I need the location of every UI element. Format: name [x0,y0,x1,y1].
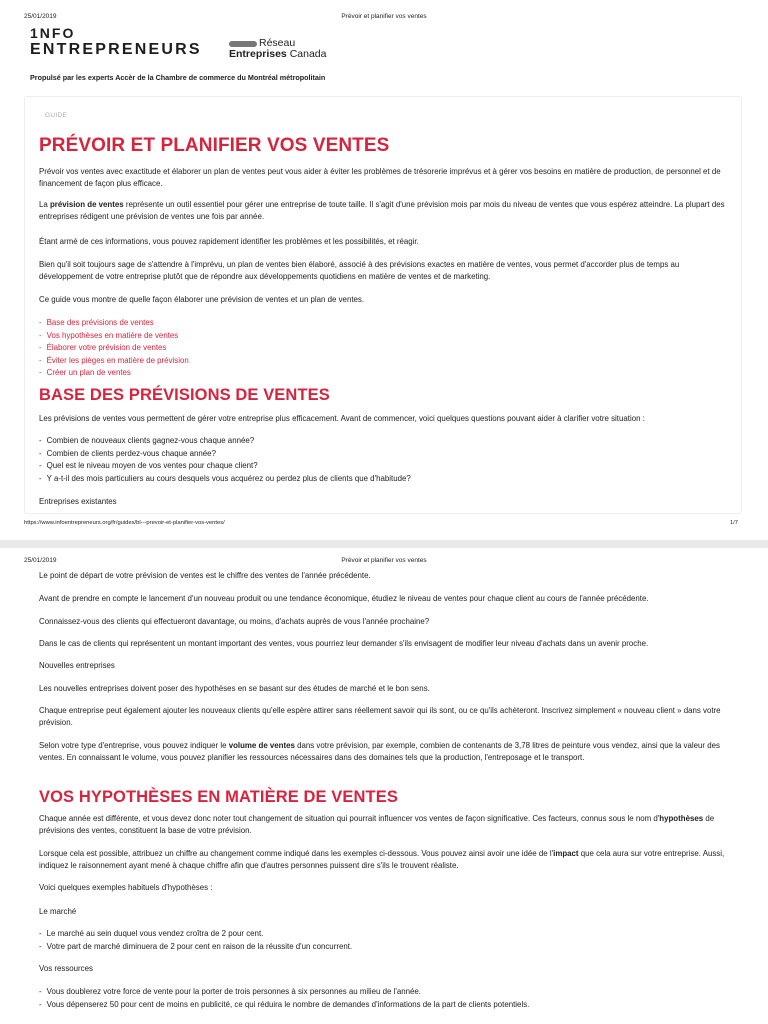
header-date: 25/01/2019 [24,557,57,564]
paragraph: Chaque entreprise peut également ajouter les nouveaux clients qu'elle espère attirer sans réellement savoir qui ils sont, ou ce qu'ils achèteront. Inscrivez simplement « nouveau client » dans votre prévision. [39,706,721,727]
paragraph: Chaque année est différente, et vous devez donc noter tout changement de situation qui pourrait influencer vos ventes de façon significative. Ces facteurs, connus sous le nom d'hypothèses de prévisions des ventes, constituent la base de votre prévision. [39,814,715,835]
list-item: - Vous doublerez votre force de vente pour la porter de trois personnes à six personnes au milieu de l'année. [39,986,729,999]
partner-reseau: Réseau [259,37,296,49]
footer-url[interactable]: https://www.infoentrepreneurs.org/fr/guides/bl---prevoir-et-planifier-vos-ventes/ [24,520,225,526]
header-title: Prévoir et planifier vos ventes [341,13,427,20]
kicker-guide: GUIDE [45,112,68,119]
table-of-contents [39,317,729,380]
toc-link-plan[interactable]: - Créer un plan de ventes [39,367,729,380]
header-title: Prévoir et planifier vos ventes [341,557,427,564]
paragraph: Selon votre type d'entreprise, vous pouvez indiquer le volume de ventes dans votre prévision, par exemple, combien de contenants de 3,78 litres de peinture vous vendez, ainsi que la valeur des ventes. En connaissant le volume, vous pouvez planifier les ressources nécessaires dans des domaines tels que la production, l'entreposage et le transport. [39,741,720,762]
subheading-market: Le marché [39,907,77,916]
list-item: - Combien de clients perdez-vous chaque année? [39,448,729,461]
toc-link-base[interactable]: - Base des prévisions de ventes [39,317,729,330]
partner-badge-icon [229,41,257,47]
reseau-entreprises-canada-logo[interactable] [229,38,326,60]
intro-paragraph-2: La prévision de ventes représente un outil essentiel pour gérer une entreprise de toute taille. Il s'agit d'une prévision mois par mois du niveau de ventes que vous espérez atteindre. La plupart des entreprises rédigent une prévision de ventes une fois par année. [39,200,725,221]
list-item: - Vous dépenserez 50 pour cent de moins en publicité, ce qui réduira le nombre de demandes d'informations de la part de clients potentiels. [39,999,729,1012]
running-header [24,13,744,23]
toc-link-pieges[interactable]: - Éviter les pièges en matière de prévision [39,355,729,368]
resources-list [39,986,729,1011]
intro-paragraph-4: Bien qu'il soit toujours sage de s'attendre à l'imprévu, un plan de ventes bien élaboré, associé à des prévisions exactes en matière de ventes, vous permet d'accorder plus de temps au développement de votre entreprise plutôt que de répondre aux développements quotidiens en matière de ventes et de marketing. [39,260,680,281]
intro-paragraph-1: Prévoir vos ventes avec exactitude et élaborer un plan de ventes peut vous aider à éviter les problèmes de trésorerie imprévus et à gérer vos besoins en matière de production, de personnel et de financement de façon plus efficace. [39,167,721,188]
paragraph: Le point de départ de votre prévision de ventes est le chiffre des ventes de l'année précédente. [39,571,371,580]
section-base-intro: Les prévisions de ventes vous permettent de gérer votre entreprise plus efficacement. Avant de commencer, voici quelques questions pouvant aider à clarifier votre situation : [39,414,645,423]
info-entrepreneurs-logo[interactable] [30,26,202,58]
logo-line-1: 1NFO [30,25,76,41]
section-title-base: BASE DES PRÉVISIONS DE VENTES [39,386,330,404]
partner-entreprises-canada: Entreprises Canada [229,48,327,61]
header-date: 25/01/2019 [24,13,57,20]
questions-list [39,435,729,485]
list-item: - Quel est le niveau moyen de vos ventes pour chaque client? [39,460,729,473]
toc-link-elaborer[interactable]: - Élaborer votre prévision de ventes [39,342,729,355]
intro-paragraph-3: Étant armé de ces informations, vous pouvez rapidement identifier les problèmes et les possibilités, et réagir. [39,237,419,246]
list-item: - Combien de nouveaux clients gagnez-vous chaque année? [39,435,729,448]
market-list [39,928,729,953]
tagline: Propulsé par les experts Accèr de la Chambre de commerce du Montréal métropolitain [30,73,326,82]
paragraph: Avant de prendre en compte le lancement d'un nouveau produit ou une tendance économique, étudiez le niveau de ventes pour chaque client au cours de l'année précédente. [39,594,649,603]
subheading-resources: Vos ressources [39,964,93,973]
list-item: - Votre part de marché diminuera de 2 pour cent en raison de la réussite d'un concurrent. [39,941,729,954]
page-title: PRÉVOIR ET PLANIFIER VOS VENTES [39,135,390,156]
footer-page-number: 1/7 [729,520,738,526]
list-item: - Le marché au sein duquel vous vendez croîtra de 2 pour cent. [39,928,729,941]
intro-paragraph-5: Ce guide vous montre de quelle façon élaborer une prévision de ventes et un plan de ventes. [39,295,365,304]
running-header [24,557,744,567]
subheading-new-business: Nouvelles entreprises [39,661,115,670]
paragraph: Les nouvelles entreprises doivent poser des hypothèses en se basant sur des études de marché et le bon sens. [39,684,430,693]
subheading-existing: Entreprises existantes [39,497,117,506]
paragraph: Lorsque cela est possible, attribuez un chiffre au changement comme indiqué dans les exemples ci-dessous. Vous pouvez ainsi avoir une idée de l'impact que cela aura sur votre entreprise. Aussi, indiquez le raisonnement ayant mené à chaque chiffre afin que d'autres personnes puissent dire s'ils le trouvent réaliste. [39,849,725,870]
toc-link-hypotheses[interactable]: - Vos hypothèses en matière de ventes [39,330,729,343]
paragraph: Connaissez-vous des clients qui effectueront davantage, ou moins, d'achats auprès de vous l'année prochaine? [39,617,430,626]
paragraph: Voici quelques exemples habituels d'hypothèses : [39,883,213,892]
document-page-2 [0,548,768,1024]
list-item: - Y a-t-il des mois particuliers au cours desquels vous acquérez ou perdez plus de clients que d'habitude? [39,473,729,486]
paragraph: Dans le cas de clients qui représentent un montant important des ventes, vous pourriez leur demander s'ils envisagent de modifier leur niveau d'achats dans un avenir proche. [39,639,649,648]
section-title-hypotheses: VOS HYPOTHÈSES EN MATIÈRE DE VENTES [39,788,398,806]
logo-line-2: ENTREPRENEURS [30,41,202,58]
